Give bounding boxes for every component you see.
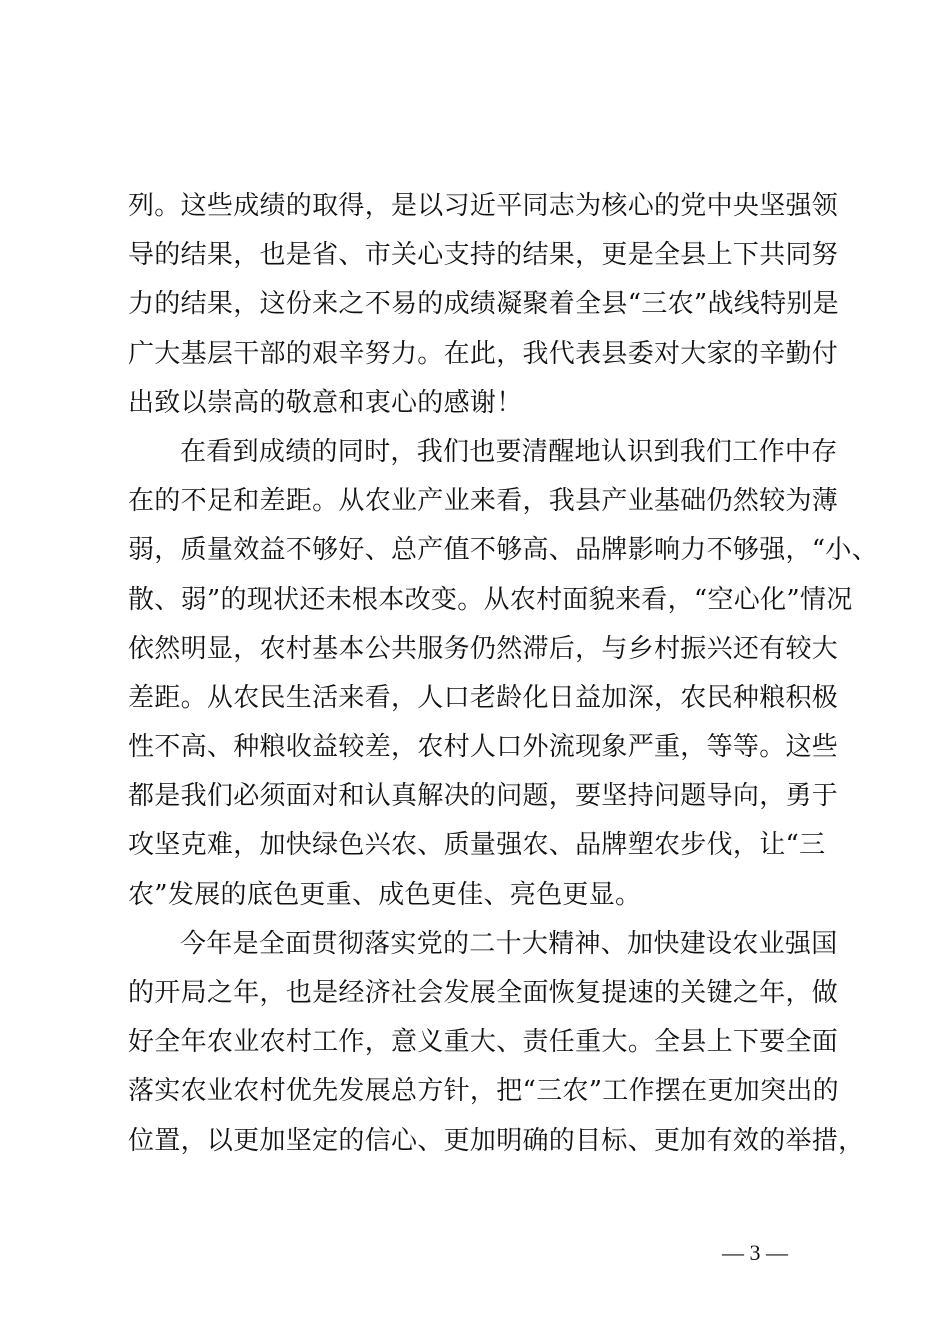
text-line-9: 散、弱”的现状还未根本改变。从农村面貌来看，“空心化”情况 [128,584,853,615]
text-line-20: 位置，以更加坚定的信心、更加明确的目标、更加有效的举措， [128,1125,865,1156]
body-text [128,182,878,1166]
text-line-12: 性不高、种粮收益较差，农村人口外流现象严重，等等。这些 [128,732,839,763]
page-number: — 3 — [722,1240,788,1265]
text-line-19: 落实农业农村优先发展总方针，把“三农”工作摆在更加突出的 [128,1076,839,1107]
text-line-4: 广大基层干部的艰辛努力。在此，我代表县委对大家的辛勤付 [128,338,839,369]
text-line-17: 的开局之年，也是经济社会发展全面恢复提速的关键之年，做 [128,978,839,1008]
text-line-7: 在的不足和差距。从农业产业来看，我县产业基础仍然较为薄 [128,486,839,517]
text-line-15: 农”发展的底色更重、成色更佳、亮色更显。 [128,879,642,910]
text-line-6: 在看到成绩的同时，我们也要清醒地认识到我们工作中存 [180,436,838,467]
text-line-3: 力的结果，这份来之不易的成绩凝聚着全县“三农”战线特别是 [128,289,839,320]
text-line-11: 差距。从农民生活来看，人口老龄化日益加深，农民种粮积极 [128,682,839,713]
text-line-5: 出致以崇高的敬意和衷心的感谢！ [128,387,523,418]
text-line-13: 都是我们必须面对和认真解决的问题，要坚持问题导向，勇于 [128,781,839,812]
text-line-2: 导的结果，也是省、市关心支持的结果，更是全县上下共同努 [128,240,839,271]
text-line-1: 列。这些成绩的取得，是以习近平同志为核心的党中央坚强领 [128,191,839,221]
text-line-8: 弱，质量效益不够好、总产值不够高、品牌影响力不够强，“小、 [128,535,878,566]
text-line-14: 攻坚克难，加快绿色兴农、质量强农、品牌塑农步伐，让“三 [128,830,826,861]
text-line-10: 依然明显，农村基本公共服务仍然滞后，与乡村振兴还有较大 [128,633,839,664]
text-line-16: 今年是全面贯彻落实党的二十大精神、加快建设农业强国 [180,928,838,959]
text-line-18: 好全年农业农村工作，意义重大、责任重大。全县上下要全面 [128,1027,839,1058]
